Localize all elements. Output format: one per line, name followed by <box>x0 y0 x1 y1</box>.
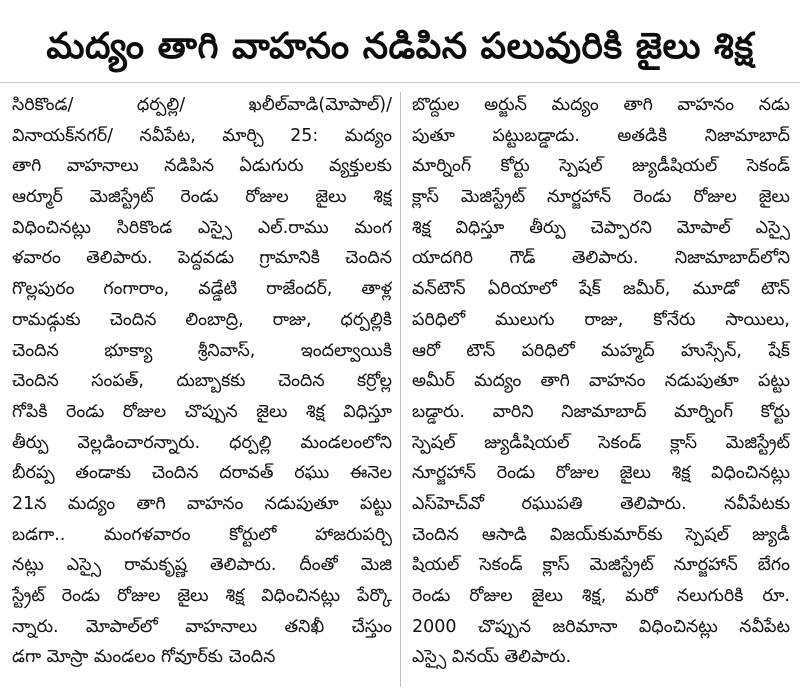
article-line: గొల్లపురం గంగారాం, వడ్డేటి రాజేందర్, తాళ్ల <box>12 279 392 300</box>
article-line: బీరప్ప తండాకు చెందిన దరావత్ రఘు ఈనెల <box>12 463 392 484</box>
article-line: తీర్పు వెల్లడించారన్నారు. ధర్పల్లి మండలంలోని <box>12 432 392 453</box>
article-line: పరిధిలో ములుగు రాజు, కోనేరు సాయిలు, <box>412 309 790 330</box>
headline-divider <box>0 82 800 83</box>
article-line: న్నారు. మోపాల్‌లో వాహనాలు తనిఖీ చేస్తుం <box>12 616 392 637</box>
article-line: బొద్దుల అర్జున్ మద్యం తాగి వాహనం నడు <box>412 95 790 115</box>
article-line: స్పెషల్ జ్యుడీషియల్ సెకండ్ క్లాస్ మెజిస్ట్రేట్ <box>412 432 790 453</box>
article-line: 2000 చొప్పున జరిమానా విధించినట్లు నవీపేట <box>412 616 790 637</box>
article-line: తాగి వాహనాలు నడిపిన ఏడుగురు వ్యక్తులకు <box>12 156 392 177</box>
column-divider <box>400 92 401 687</box>
article-line: 21న మద్యం తాగి వాహనం నడుపుతూ పట్టు <box>12 493 392 514</box>
article-line: ఆర్మూర్ మెజిస్ట్రేట్ రెండు రోజుల జైలు శిక్ష <box>12 187 392 208</box>
article-column-left <box>12 90 392 673</box>
article-line: రెండు రోజుల జైలు శిక్ష, మరో నలుగురికి రూ. <box>412 586 790 606</box>
article-line: స్ట్రేట్ రెండు రోజుల జైలు శిక్ష విధించినట్లు పేర్కొ <box>12 586 392 606</box>
article-line: పుతూ పట్టుబడ్డాడు. అతడికి నిజామాబాద్ <box>412 125 790 146</box>
article-line: మార్నింగ్ కోర్టు స్పెషల్ జ్యుడీషియల్ సెకండ్ <box>412 156 790 177</box>
article-line: షియల్ సెకండ్ క్లాస్ మెజిస్ట్రేట్ నూర్జహాన్ బేగం <box>412 555 790 576</box>
article-line: నట్లు ఎస్సై రామకృష్ణ తెలిపారు. దీంతో మెజి <box>12 555 392 576</box>
article-line: ఎస్సై వినయ్ తెలిపారు. <box>412 647 572 668</box>
article-line: సిరికొండ/ ధర్పల్లి/ ఖలీల్‌వాడి(మోపాల్)/ <box>12 95 392 115</box>
article-line: విధించినట్లు సిరికొండ ఎస్సై ఎల్.రాము మంగ <box>12 217 392 238</box>
article-line: బడ్డారు. వారిని నిజామాబాద్ మార్నింగ్ కోర్టు <box>412 401 790 422</box>
article-column-right <box>412 90 790 673</box>
article-line: గోపికి రెండు రోజుల చొప్పున జైలు శిక్ష విధిస్తూ <box>12 401 392 422</box>
article-line: ఆరో టౌన్ పరిధిలో మహ్మద్ హుస్సేన్, షేక్ <box>412 340 790 361</box>
article-line: యాదగిరి గౌడ్ తెలిపారు. నిజామాబాద్‌లోని <box>412 248 790 269</box>
article-line: డగా మోస్రా మండలం గోవూర్‌కు చెందిన <box>12 647 276 668</box>
article-line: ఎస్‌హెచ్‌వో రఘుపతి తెలిపారు. నవీపేటకు <box>412 493 790 514</box>
article-line: ళవారం తెలిపారు. పెద్దవడు గ్రామానికి చెందిన <box>12 248 392 269</box>
article-line: వినాయక్‌నగర్/ నవీపేట, మార్చి 25: మద్యం <box>12 125 392 146</box>
headline: మద్యం తాగి వాహనం నడిపిన పలువురికి జైలు శిక్ష <box>46 26 754 67</box>
article-line: క్లాస్ మెజిస్ట్రేట్ నూర్జహాన్ రెండు రోజుల జైలు <box>412 187 790 208</box>
article-line: రామడ్గుకు చెందిన లింబాద్రి, రాజు, ధర్పల్లికి <box>12 309 392 330</box>
article-line: చెందిన భూక్యా శ్రీనివాస్, ఇందల్వాయికి <box>12 340 392 361</box>
article-line: శిక్ష విధిస్తూ తీర్పు చెప్పారని మోపాల్ ఎస్సై <box>412 217 790 238</box>
article-line: నూర్జహాన్ రెండు రోజుల జైలు శిక్ష విధించినట్లు <box>412 463 790 484</box>
article-line: చెందిన సంపత్, దుబ్బాకకు చెందిన కర్రోల్ల <box>12 371 392 392</box>
article-line: వన్‌టౌన్ ఏరియాలో షేక్ జమీర్, మూడో టౌన్ <box>412 279 790 300</box>
article-line: అమీర్ మద్యం తాగి వాహనం నడుపుతూ పట్టు <box>412 371 790 392</box>
article-line: బడగా.. మంగళవారం కోర్టులో హాజరుపర్చి <box>12 524 392 545</box>
article-line: చెందిన ఆసాడి విజయ్‌కుమార్‌కు స్పెషల్ జ్యుడీ <box>412 524 790 545</box>
